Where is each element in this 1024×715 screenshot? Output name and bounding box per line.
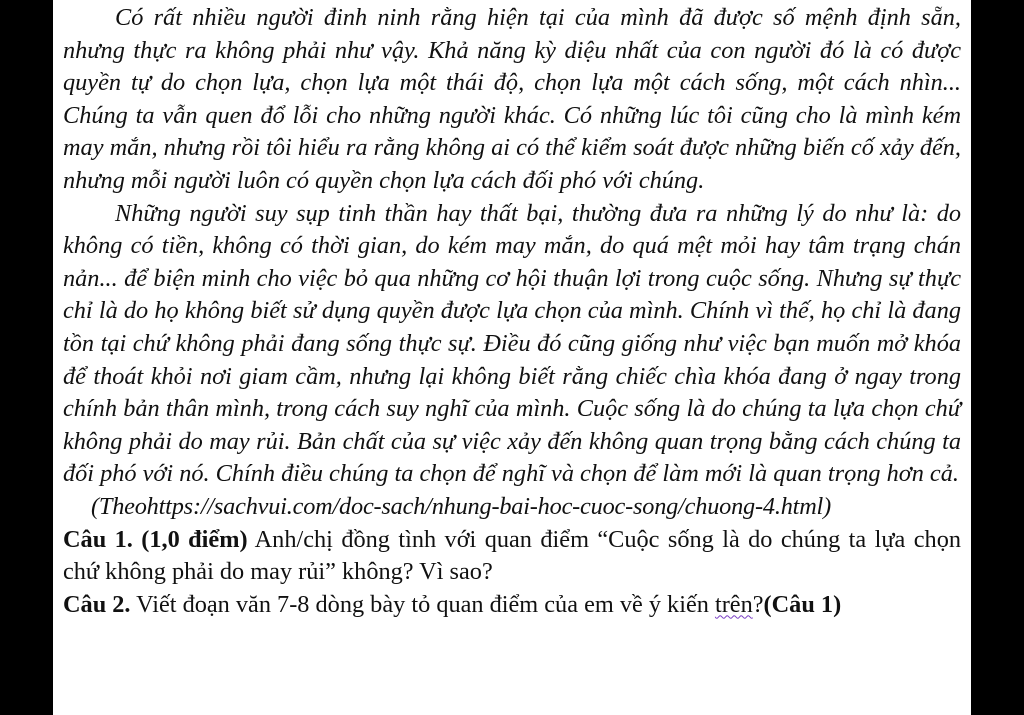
source-citation: (Theohttps://sachvui.com/doc-sach/nhung-bai-hoc-cuoc-song/chuong-4.html) bbox=[91, 492, 831, 520]
question-2-label: Câu 2. bbox=[63, 590, 131, 618]
paragraph-1: Có rất nhiều người đinh ninh rằng hiện tại của mình đã được số mệnh định sẵn, nhưng thực ra không phải như vậy. Khả năng kỳ diệu nhất của con người đó là có được quyền tự do chọn lựa, chọn lựa một thái độ, chọn lựa một cách sống, một cách nhìn... Chúng ta vẫn quen đổ lỗi cho những người khác. Có những lúc tôi cũng cho là mình kém may mắn, nhưng rồi tôi hiểu ra rằng không ai có thể kiểm soát được những biến cố xảy đến, nhưng mỗi người luôn có quyền chọn lựa cách đối phó với chúng. bbox=[63, 4, 961, 194]
question-1-points: (1,0 điểm) bbox=[141, 525, 248, 553]
question-2 bbox=[63, 589, 961, 622]
spellcheck-marked-word[interactable]: trên bbox=[714, 590, 753, 618]
question-1-label: Câu 1. bbox=[63, 525, 133, 553]
document-page bbox=[53, 0, 971, 715]
question-1 bbox=[63, 524, 961, 589]
question-2-text: Viết đoạn văn 7-8 dòng bày tỏ quan điểm của em về ý kiến bbox=[130, 590, 715, 618]
paragraph-2: Những người suy sụp tinh thần hay thất bại, thường đưa ra những lý do như là: do không có tiền, không có thời gian, do kém may mắn, do quá mệt mỏi hay tâm trạng chán nản... để biện minh cho việc bỏ qua những cơ hội thuận lợi trong cuộc sống. Nhưng sự thực chỉ là do họ không biết sử dụng quyền được lựa chọn của mình. Chính vì thế, họ chỉ là đang tồn tại chứ không phải đang sống thực sự. Điều đó cũng giống như việc bạn muốn mở khóa để thoát khỏi nơi giam cầm, nhưng lại không biết rằng chiếc chìa khóa đang ở ngay trong chính bản thân mình, trong cách suy nghĩ của mình. Cuộc sống là do chúng ta lựa chọn chứ không phải do may rủi. Bản chất của sự việc xảy đến không quan trọng bằng cách chúng ta đối phó với nó. Chính điều chúng ta chọn để nghĩ và chọn để làm mới là quan trọng hơn cả. bbox=[63, 199, 961, 488]
question-1-text: Anh/chị đồng tình với quan điểm “Cuộc sống là do chúng ta lựa chọn chứ không phải do may rủi” không? Vì sao? bbox=[63, 525, 961, 586]
question-2-ref: (Câu 1) bbox=[763, 590, 842, 618]
document-text bbox=[63, 2, 961, 621]
question-2-punct: ? bbox=[752, 590, 764, 618]
